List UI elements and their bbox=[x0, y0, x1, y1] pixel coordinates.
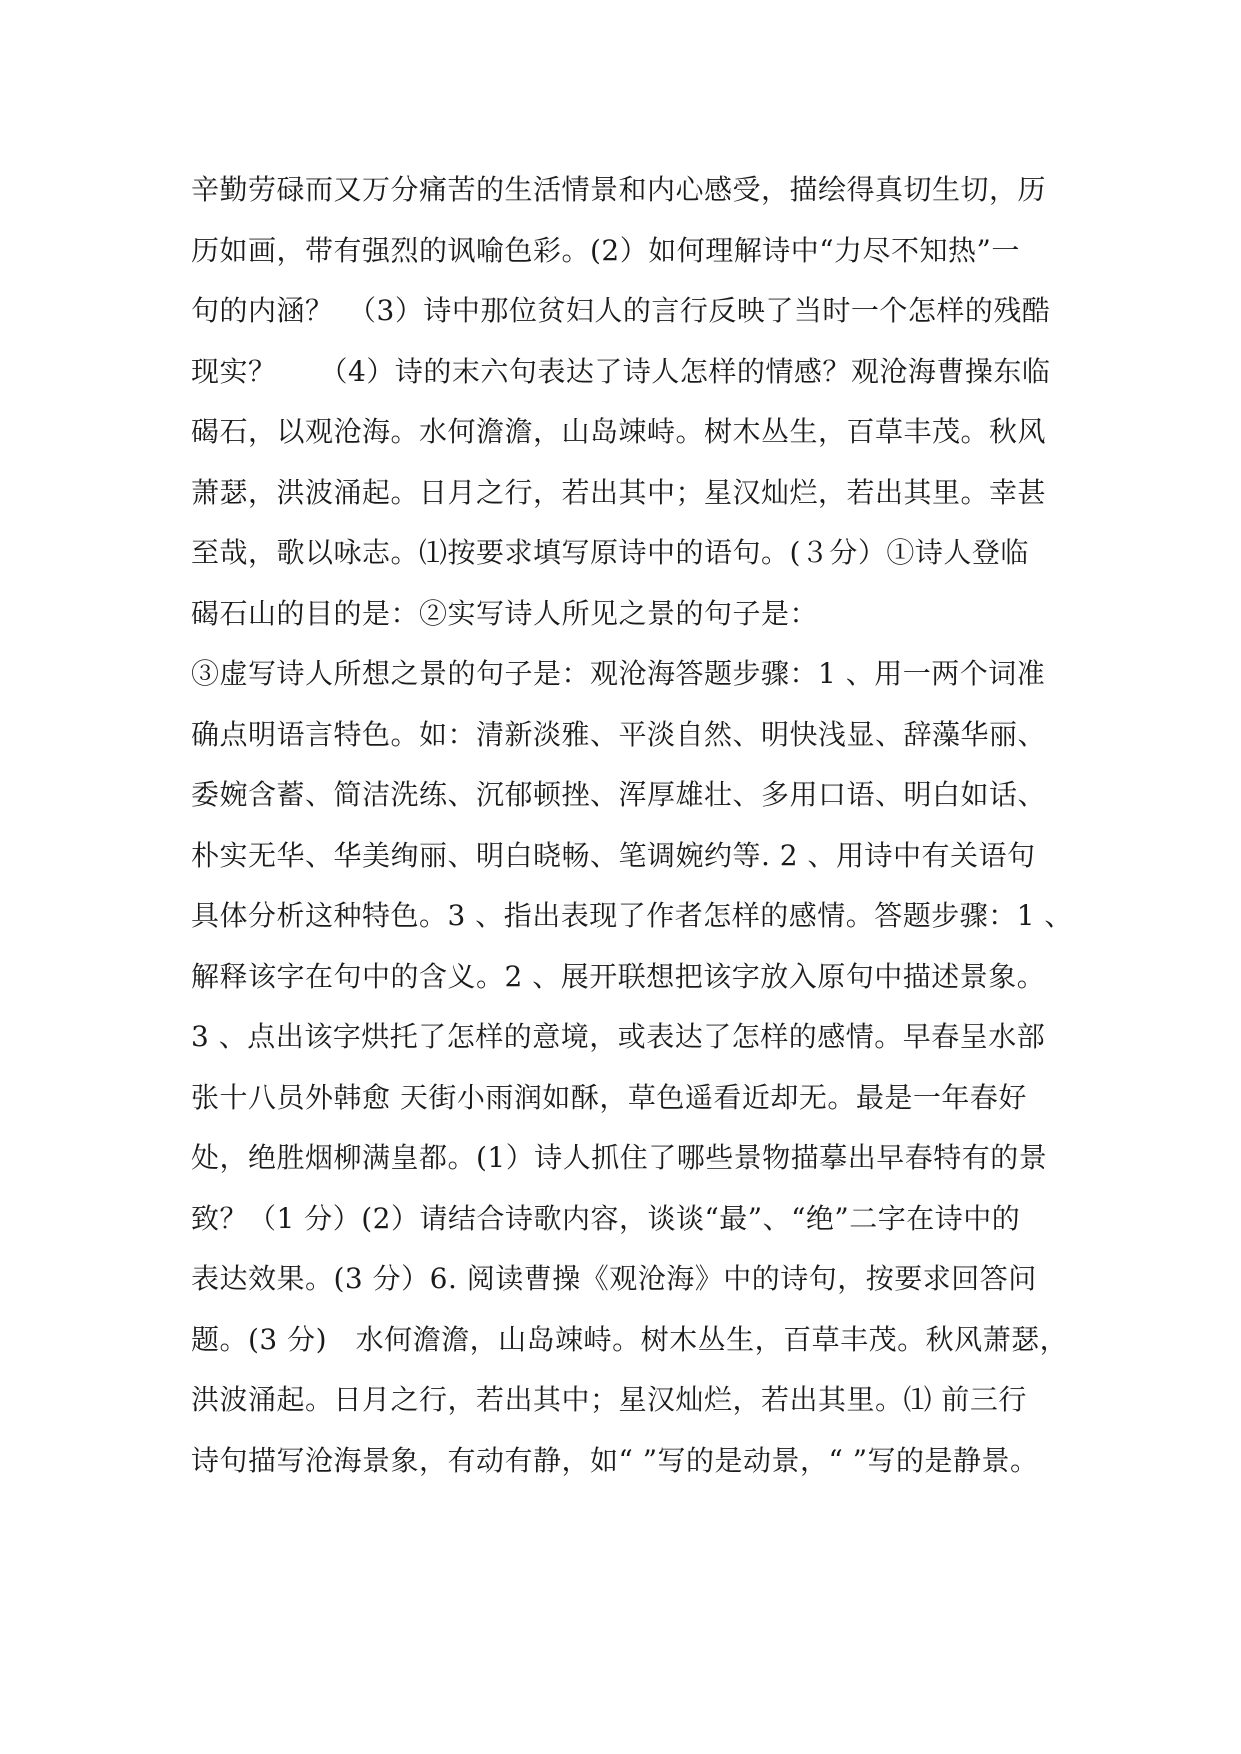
text-line: 洪波涌起。日月之行，若出其中；星汉灿烂，若出其里。⑴ 前三行 bbox=[191, 1383, 1027, 1416]
text-line: 碣石，以观沧海。水何澹澹，山岛竦峙。树木丛生，百草丰茂。秋风 bbox=[191, 415, 1047, 448]
text-line: 致？（1 分）(2）请结合诗歌内容，谈谈“最”、“绝”二字在诗中的 bbox=[191, 1201, 1021, 1235]
text-line: 委婉含蓄、简洁洗练、沉郁顿挫、浑厚雄壮、多用口语、明白如话、 bbox=[191, 778, 1047, 811]
text-line: 解释该字在句中的含义。2 、展开联想把该字放入原句中描述景象。 bbox=[191, 959, 1046, 993]
text-line: 辛勤劳碌而又万分痛苦的生活情景和内心感受，描绘得真切生切，历 bbox=[191, 173, 1047, 206]
text-line: 表达效果。(3 分）6. 阅读曹操《观沧海》中的诗句，按要求回答问 bbox=[191, 1262, 1037, 1295]
text-line: 张十八员外韩愈 天街小雨润如酥，草色遥看近却无。最是一年春好 bbox=[191, 1080, 1027, 1114]
text-line: ③虚写诗人所想之景的句子是：观沧海答题步骤：1 、用一两个词准 bbox=[191, 657, 1046, 690]
text-line: 句的内涵？ （3）诗中那位贫妇人的言行反映了当时一个怎样的残酷 bbox=[191, 294, 1051, 327]
text-line: 3 、点出该字烘托了怎样的意境，或表达了怎样的感情。早春呈水部 bbox=[191, 1020, 1046, 1053]
text-line: 至哉，歌以咏志。⑴按要求填写原诗中的语句。(３分）①诗人登临 bbox=[191, 536, 1029, 569]
text-line: 处，绝胜烟柳满皇都。(1）诗人抓住了哪些景物描摹出早春特有的景 bbox=[191, 1141, 1048, 1174]
body-text bbox=[191, 160, 1091, 1491]
text-line: 历如画，带有强烈的讽喻色彩。(2）如何理解诗中“力尽不知热”一 bbox=[191, 233, 1020, 267]
text-line: 诗句描写沧海景象，有动有静，如“ ”写的是动景，“ ”写的是静景。 bbox=[191, 1443, 1039, 1477]
text-line: 具体分析这种特色。3 、指出表现了作者怎样的感情。答题步骤：1 、 bbox=[191, 899, 1073, 932]
text-line: 确点明语言特色。如：清新淡雅、平淡自然、明快浅显、辞藻华丽、 bbox=[191, 717, 1047, 751]
text-line: 朴实无华、华美绚丽、明白晓畅、笔调婉约等. 2 、用诗中有关语句 bbox=[191, 838, 1036, 872]
text-line: 萧瑟，洪波涌起。日月之行，若出其中；星汉灿烂，若出其里。幸甚 bbox=[191, 475, 1047, 509]
text-line: 题。(3 分) 水何澹澹，山岛竦峙。树木丛生，百草丰茂。秋风萧瑟， bbox=[191, 1322, 1069, 1356]
text-line: 碣石山的目的是：②实写诗人所见之景的句子是： bbox=[191, 596, 819, 630]
text-line: 现实？ （4）诗的末六句表达了诗人怎样的情感？观沧海曹操东临 bbox=[191, 354, 1051, 388]
